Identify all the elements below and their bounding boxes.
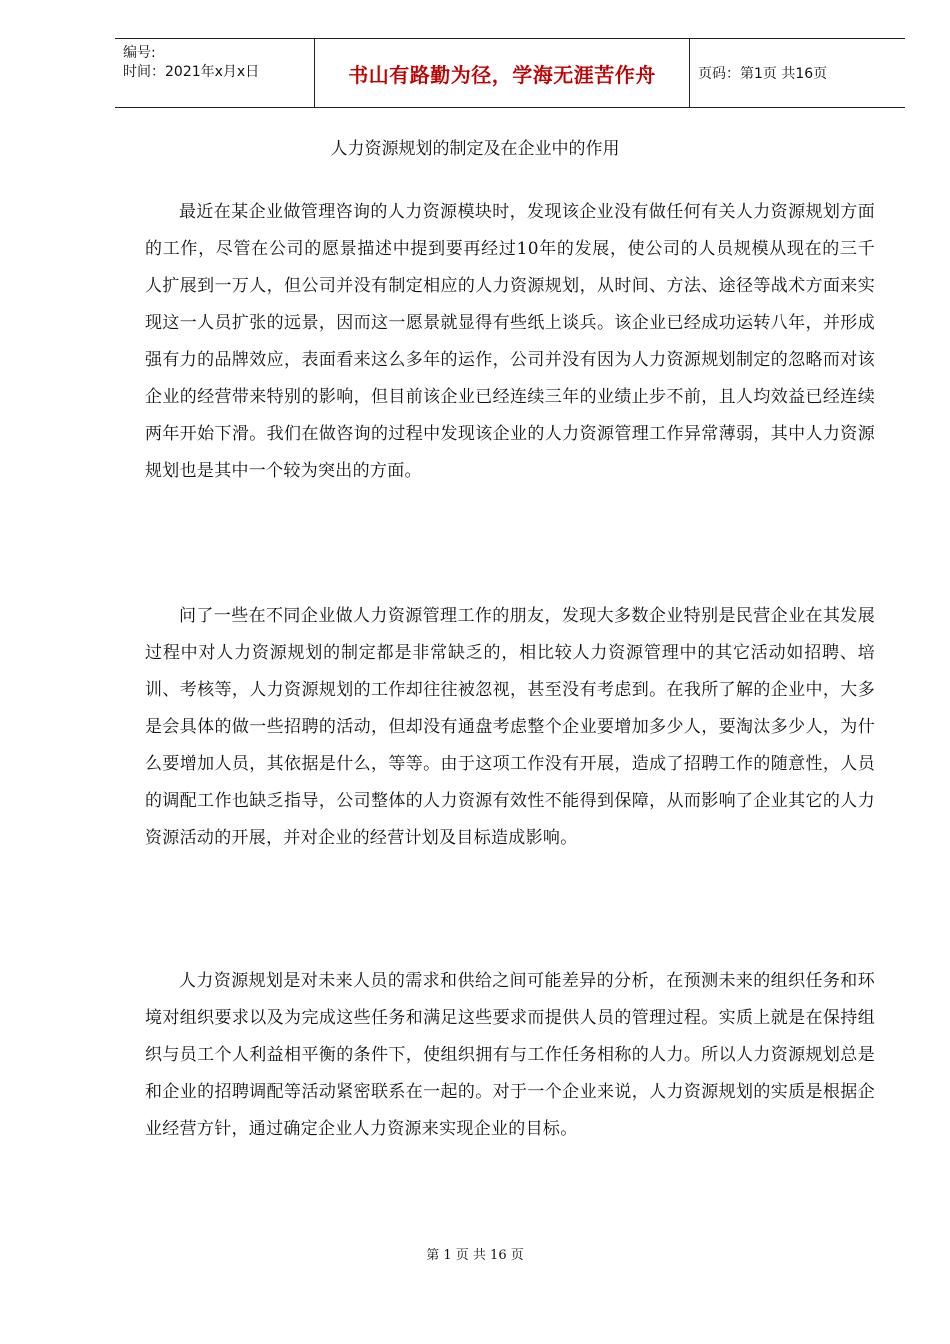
- document-date-label: 时间：2021年x月x日: [123, 64, 260, 80]
- paragraph-2: 问了一些在不同企业做人力资源管理工作的朋友，发现大多数企业特别是民营企业在其发展过程中对人力资源规划的制定都是非常缺乏的，相比较人力资源管理中的其它活动如招聘、培训、考核等，人力资源规划的工作却往往被忽视，甚至没有考虑到。在我所了解的企业中，大多是会具体的做一些招聘的活动，但却没有通盘考虑整个企业要增加多少人，要淘汰多少人，为什么要增加人员，其依据是什么，等等。由于这项工作没有开展，造成了招聘工作的随意性，人员的调配工作也缺乏指导，公司整体的人力资源有效性不能得到保障，从而影响了企业其它的人力资源活动的开展，并对企业的经营计划及目标造成影响。: [145, 606, 875, 848]
- document-number-label: 编号:: [123, 45, 156, 61]
- page-footer: 第 1 页 共 16 页: [426, 1248, 524, 1263]
- header-motto: 书山有路勤为径，学海无涯苦作舟: [348, 62, 656, 87]
- paragraph-3: 人力资源规划是对未来人员的需求和供给之间可能差异的分析，在预测未来的组织任务和环境对组织要求以及为完成这些任务和满足这些要求而提供人员的管理过程。实质上就是在保持组织与员工个人利益相平衡的条件下，使组织拥有与工作任务相称的人力。所以人力资源规划总是和企业的招聘调配等活动紧密联系在一起的。对于一个企业来说，人力资源规划的实质是根据企业经营方针，通过确定企业人力资源来实现企业的目标。: [145, 971, 875, 1139]
- header-page-cell: [690, 39, 905, 107]
- page-header: [115, 38, 905, 108]
- paragraph-1: 最近在某企业做管理咨询的人力资源模块时，发现该企业没有做任何有关人力资源规划方面的工作，尽管在公司的愿景描述中提到要再经过10年的发展，使公司的人员规模从现在的三千人扩展到一万人，但公司并没有制定相应的人力资源规划，从时间、方法、途径等战术方面来实现这一人员扩张的远景，因而这一愿景就显得有些纸上谈兵。该企业已经成功运转八年，并形成强有力的品牌效应，表面看来这么多年的运作，公司并没有因为人力资源规划制定的忽略而对该企业的经营带来特别的影响，但目前该企业已经连续三年的业绩止步不前，且人均效益已经连续两年开始下滑。我们在做咨询的过程中发现该企业的人力资源管理工作异常薄弱，其中人力资源规划也是其中一个较为突出的方面。: [145, 202, 875, 481]
- document-title: 人力资源规划的制定及在企业中的作用: [330, 139, 620, 159]
- header-page-info: 页码：第1页 共16页: [698, 66, 828, 82]
- header-motto-cell: [315, 39, 690, 107]
- header-meta: [115, 39, 315, 107]
